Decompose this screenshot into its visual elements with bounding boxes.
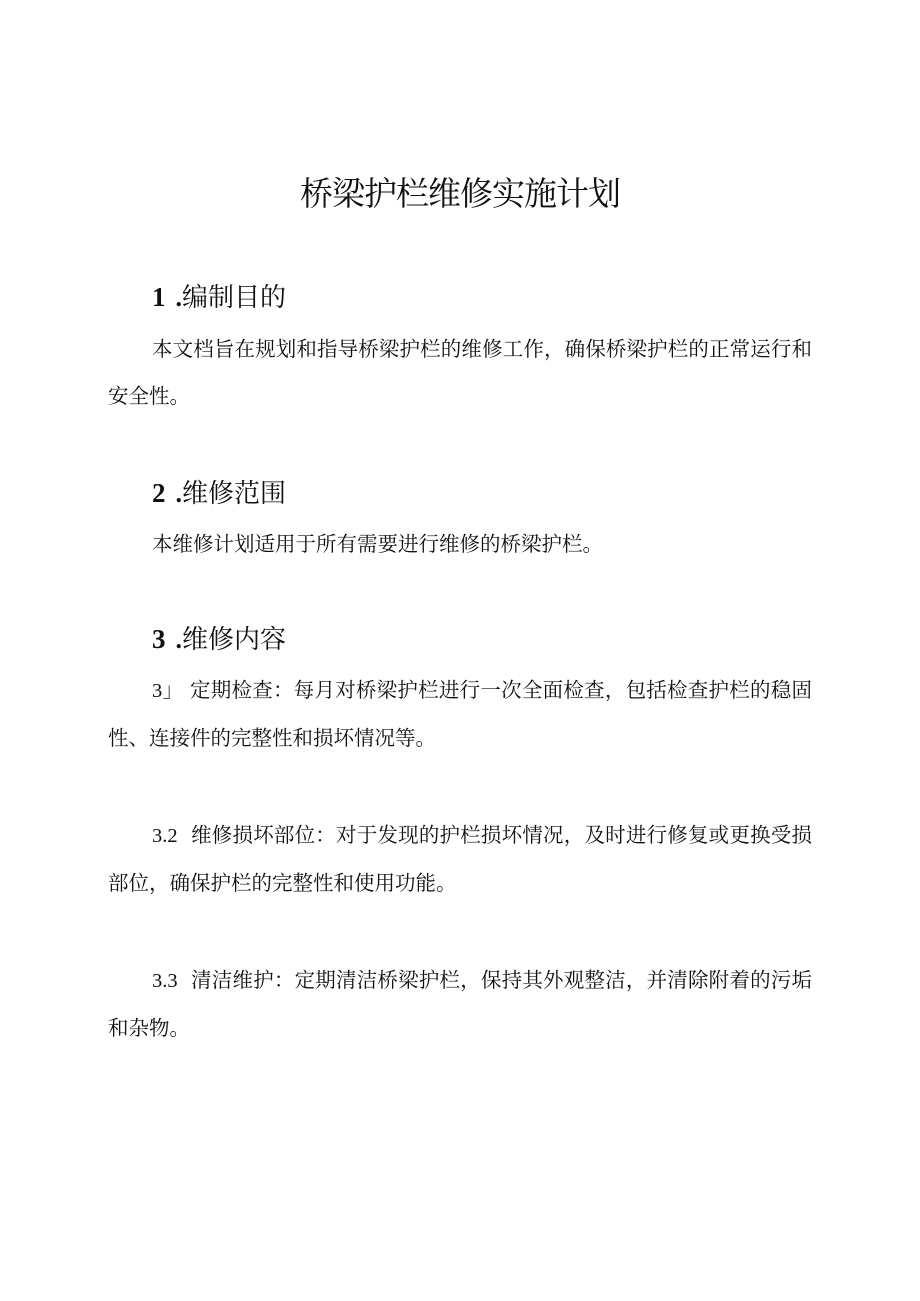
section-dot: . [175, 625, 182, 654]
section-heading-3 [152, 622, 286, 657]
section-paragraph-2: 本维修计划适用于所有需要进行维修的桥梁护栏。 [152, 532, 603, 556]
section-dot: . [175, 283, 182, 312]
item-label: 3」 [152, 680, 184, 702]
section-title: 维修范围 [182, 479, 287, 509]
section-heading-1 [152, 280, 286, 315]
section-number: 1 [152, 282, 166, 312]
section-number: 2 [152, 478, 166, 508]
document-title: 桥梁护栏维修实施计划 [300, 174, 620, 213]
item-label: 3.2 [152, 825, 178, 847]
item-text: 维修损坏部位：对于发现的护栏损坏情况，及时进行修复或更换受损部位，确保护栏的完整性和使用功能。 [108, 823, 812, 895]
item-text: 定期检查：每月对桥梁护栏进行一次全面检查，包括检查护栏的稳固性、连接件的完整性和损坏情况等。 [108, 678, 812, 750]
section-dot: . [175, 479, 182, 508]
list-item-3-2 [108, 812, 812, 907]
section-title: 编制目的 [182, 283, 287, 313]
section-number: 3 [152, 624, 166, 654]
section-title: 维修内容 [182, 625, 287, 655]
item-text: 清洁维护：定期清洁桥梁护栏，保持其外观整洁，并清除附着的污垢和杂物。 [108, 968, 812, 1040]
item-label: 3.3 [152, 970, 178, 992]
section-heading-2 [152, 476, 286, 511]
list-item-3-3 [108, 957, 812, 1052]
section-paragraph-1: 本文档旨在规划和指导桥梁护栏的维修工作，确保桥梁护栏的正常运行和安全性。 [108, 337, 812, 408]
list-item-3-1 [108, 667, 812, 762]
